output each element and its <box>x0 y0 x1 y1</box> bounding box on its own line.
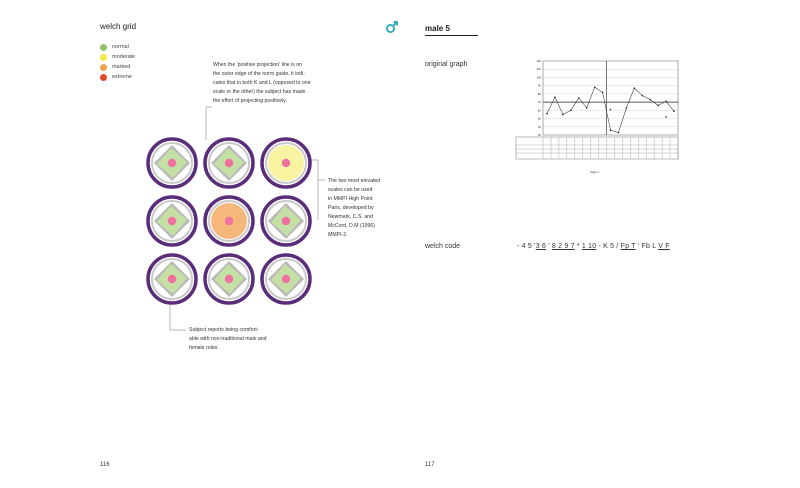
center-dot <box>168 217 176 225</box>
y-tick-label: 90 <box>537 83 541 88</box>
center-dot <box>225 275 233 283</box>
data-point <box>546 113 548 115</box>
welch-code-value: - 4 5 '3 6 ' 8 2 9 7 * 1 10 - K 5 / Fp T ' Fb L V F <box>517 243 670 250</box>
grid-cell <box>262 139 310 187</box>
center-dot <box>225 159 233 167</box>
data-point <box>657 105 659 107</box>
secondary-point <box>610 109 612 111</box>
data-point <box>634 87 636 89</box>
center-dot <box>168 275 176 283</box>
legend-item-marked: marked <box>100 62 135 72</box>
note-non-traditional-roles: Subject reports being comfort- able with non-traditional male and female roles. <box>189 327 267 351</box>
secondary-point <box>665 116 667 118</box>
chart-score-table <box>516 137 678 159</box>
grid-cell <box>262 197 310 245</box>
welch-code-label: welch code <box>425 243 461 250</box>
center-dot <box>168 159 176 167</box>
y-tick-label: 30 <box>537 133 541 137</box>
grid-cell <box>148 139 196 187</box>
chart-grid <box>536 59 678 137</box>
mmpi-profile-chart <box>510 55 690 180</box>
data-point <box>665 100 667 102</box>
data-point <box>562 114 564 116</box>
center-dot <box>282 275 290 283</box>
data-point <box>554 96 556 98</box>
grid-cell <box>148 197 196 245</box>
page-title-welch-grid: welch grid <box>100 22 137 31</box>
y-tick-label: 40 <box>537 124 541 129</box>
data-point <box>610 129 612 131</box>
y-tick-label: 100 <box>536 75 541 80</box>
y-tick-label: 60 <box>537 108 541 113</box>
data-point <box>649 99 651 101</box>
data-point <box>602 91 604 93</box>
y-tick-label: 70 <box>537 100 541 105</box>
data-point <box>586 107 588 109</box>
male-symbol-icon <box>385 20 399 39</box>
center-dot <box>225 217 233 225</box>
center-dot <box>282 159 290 167</box>
legend-item-moderate: moderate <box>100 52 135 62</box>
grid-cell <box>205 197 253 245</box>
data-point <box>626 107 628 109</box>
page-number-right: 117 <box>425 462 435 468</box>
chart-marks <box>546 87 675 134</box>
data-point <box>578 97 580 99</box>
data-point <box>594 87 596 89</box>
y-tick-label: 80 <box>537 91 541 96</box>
chart-caption: Page 1 <box>590 170 600 174</box>
center-dot <box>282 217 290 225</box>
grid-cell <box>205 255 253 303</box>
note-high-point-pairs: The two most elevated scales can be used in MMPI High Point Pairs, developed by Newmark, C.S. and McCord, D.M (1996) MMPI-2. <box>328 178 381 238</box>
grid-cell <box>262 255 310 303</box>
legend-item-extreme: extreme <box>100 72 135 82</box>
grid-cell <box>148 255 196 303</box>
note-positive-projection: When the 'positive projection' line is on the outer edge of the norm guide, it indi- cates that in both K and L (opposed to one scale or the other) the subject has made the effort of projecting positively. <box>213 62 311 104</box>
y-tick-label: 50 <box>537 116 541 121</box>
data-point <box>570 110 572 112</box>
grid-cells <box>148 139 310 303</box>
page-title-male-5: male 5 <box>425 24 478 36</box>
page-number-left: 116 <box>100 462 110 468</box>
y-tick-label: 110 <box>536 67 541 72</box>
legend-item-normal: normal <box>100 42 135 52</box>
data-point <box>673 110 675 112</box>
y-tick-label: 120 <box>536 59 541 63</box>
original-graph-label: original graph <box>425 61 468 68</box>
data-point <box>618 132 620 134</box>
data-point <box>641 95 643 97</box>
grid-cell <box>205 139 253 187</box>
